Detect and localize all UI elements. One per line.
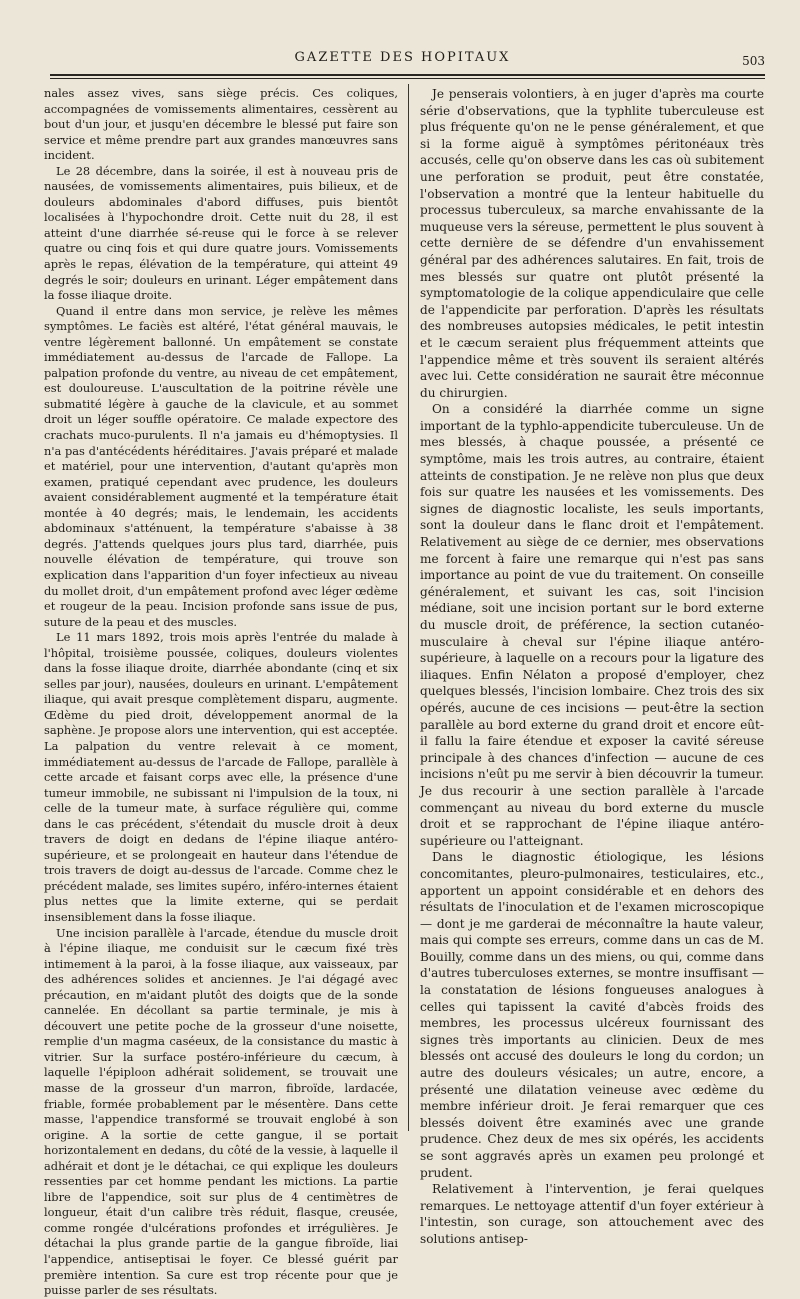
paragraph: Le 11 mars 1892, trois mois après l'entrée du malade à l'hôpital, troisième poussée, coliques, douleurs violentes dans la fosse iliaque droite, diarrhée abondante (cinq et six selles par jour), nausées, douleurs en urinant. L'empâtement iliaque, qui avait presque complètement disparu, augmente. Œdème du pied droit, développement anormal de la saphène. Je propose alors une intervention, qui est acceptée. La palpation du ventre relevait à ce moment, immédiatement au-dessus de l'arcade de Fallope, parallèle à cette arcade et faisant corps avec elle, la présence d'une tumeur immobile, ne subissant ni l'impulsion de la toux, ni celle de la tumeur mate, à surface régulière qui, comme dans le cas précédent, s'étendait du muscle droit à deux travers de doigt en dedans de l'épine iliaque antéro-supérieure, et se prolongeait en hauteur dans l'étendue de trois travers de doigt au-dessus de l'arcade. Comme chez le précédent malade, ses limites supéro, inféro-internes étaient plus nettes que la limite externe, qui se perdait insensiblement dans la fosse iliaque. (44, 630, 398, 924)
paragraph: nales assez vives, sans siège précis. Ces coliques, accompagnées de vomissements alimentaires, cessèrent au bout d'un jour, et jusqu'en décembre le blessé put faire son service et même prendre part aux grandes manœuvres sans incident. (44, 86, 398, 163)
header-rule (50, 74, 765, 76)
paragraph: Le 28 décembre, dans la soirée, il est à nouveau pris de nausées, de vomissements alimentaires, puis bilieux, et de douleurs abdominales d'abord diffuses, puis bientôt localisées à l'hypochondre droit. Cette nuit du 28, il est atteint d'une diarrhée sé-reuse qui le force à se relever quatre ou cinq fois et qui dure quatre jours. Vomissements après le repas, élévation de la température, qui atteint 49 degrés le soir; douleurs en urinant. Léger empâtement dans la fosse iliaque droite. (44, 163, 398, 303)
left-column (44, 86, 398, 1298)
paragraph: On a considéré la diarrhée comme un signe important de la typhlo-appendicite tuberculeuse. Un de mes blessés, à chaque poussée, a présenté ce symptôme, mais les trois autres, au contraire, étaient atteints de constipation. Je ne relève non plus que deux fois sur quatre les nausées et les vomissements. Des signes de diagnostic localiste, les seuls importants, sont la douleur dans le flanc droit et l'empâtement. Relativement au siège de ce dernier, mes observations me forcent à faire une remarque qui n'est pas sans importance au point de vue du traitement. On conseille généralement, et suivant les cas, soit l'incision médiane, soit une incision portant sur le bord externe du muscle droit, de préférence, la section cutanéo-musculaire à cheval sur l'épine iliaque antéro-supérieure, à laquelle on a recours pour la ligature des iliaques. Enfin Nélaton a proposé d'employer, chez quelques blessés, l'incision lombaire. Chez trois des six opérés, aucune de ces incisions — peut-être la section parallèle au bord externe du grand droit et encore eût-il fallu la faire étendue et exposer la cavité séreuse principale à des chances d'infection — aucune de ces incisions n'eût pu me servir à bien découvrir la tumeur. Je dus recourir à une section parallèle à l'arcade commençant au niveau du bord externe du muscle droit et se rapprochant de l'épine iliaque antéro-supérieure ou l'atteignant. (420, 402, 764, 848)
paragraph: Une incision parallèle à l'arcade, étendue du muscle droit à l'épine iliaque, me conduisit sur le cæcum fixé très intimement à la paroi, à la fosse iliaque, aux vaisseaux, par des adhérences solides et anciennes. Je l'ai dégagé avec précaution, en m'aidant plutôt des doigts que de la sonde cannelée. En décollant sa partie terminale, je mis à découvert une petite poche de la grosseur d'une noisette, remplie d'un magma caséeux, de la consistance du mastic à vitrier. Sur la surface postéro-inférieure du cæcum, à laquelle l'épiploon adhérait solidement, se trouvait une masse de la grosseur d'un marron, fibroïde, lardacée, friable, formée probablement par le mésentère. Dans cette masse, l'appendice transformé se trouvait englobé à son origine. A la sortie de cette gangue, il se portait horizontalement en dedans, du côté de la vessie, à laquelle il adhérait et dont je le détachai, ce qui explique les douleurs ressenties par cet homme pendant les mictions. La partie libre de l'appendice, soit sur plus de 4 centimètres de longueur, était d'un calibre très réduit, flasque, creusée, comme rongée d'ulcérations profondes et irrégulières. Je détachai la plus grande partie de la gangue fibroïde, liai l'appendice, antiseptisai le foyer. Ce blessé guérit par première intention. Sa cure est trop récente pour que je puisse parler de ses résultats. (44, 925, 398, 1298)
paragraph: Quand il entre dans mon service, je relève les mêmes symptômes. Le faciès est altéré, l'état général mauvais, le ventre légèrement ballonné. Un empâtement se constate immédiatement au-dessus de l'arcade de Fallope. La palpation profonde du ventre, au niveau de cet empâtement, est douloureuse. L'auscultation de la poitrine révèle une submatité légère à gauche de la clavicule, et au sommet droit un léger souffle opératoire. Ce malade expectore des crachats muco-purulents. Il n'a jamais eu d'hémoptysies. Il n'a pas d'antécédents héréditaires. J'avais préparé et malade et matériel, pour une intervention, d'autant qu'après mon examen, pratiqué cependant avec prudence, les douleurs avaient considérablement augmenté et la température était montée à 40 degrés; mais, le lendemain, les accidents abdominaux s'atténuent, la température s'abaisse à 38 degrés. J'attends quelques jours plus tard, diarrhée, puis nouvelle élévation de température, qui trouve son explication dans l'apparition d'un foyer infectieux au niveau du mollet droit, d'un empâtement profond avec léger œdème et rougeur de la peau. Incision profonde sans issue de pus, suture de la peau et des muscles. (44, 303, 398, 629)
paragraph: Dans le diagnostic étiologique, les lésions concomitantes, pleuro-pulmonaires, testiculaires, etc., apportent un appoint considérable et en dehors des résultats de l'inoculation et de l'examen microscopique — dont je me garderai de méconnaître la haute valeur, mais qui compte ses erreurs, comme dans un cas de M. Bouilly, comme dans un des miens, ou qui, comme dans d'autres tuberculoses externes, se montre insuffisant — la constatation de lésions fongueuses analogues à celles qui tapissent la cavité d'abcès froids des membres, les processus ulcéreux fournissant des signes très importants au clinicien. Deux de mes blessés ont accusé des douleurs le long du cordon; un autre des douleurs vésicales; un autre, encore, a présenté une dilatation veineuse avec œdème du membre inférieur droit. Je ferai remarquer que ces blessés doivent être examinés avec une grande prudence. Chez deux de mes six opérés, les accidents se sont aggravés après un examen peu prolongé et prudent. (420, 850, 764, 1180)
page-header (40, 50, 765, 74)
right-column (420, 86, 764, 1246)
paragraph: Je penserais volontiers, à en juger d'après ma courte série d'observations, que la typhlite tuberculeuse est plus fréquente qu'on ne le pense généralement, et que si la forme aiguë à symptômes péritonéaux très accusés, celle qu'on observe dans les cas où subitement une perforation se produit, peut être constatée, l'observation a montré que la lenteur habituelle du processus tuberculeux, sa marche envahissante de la muqueuse vers la séreuse, permettent le plus souvent à cette dernière de se défendre d'un envahissement général par des adhérences salutaires. En fait, trois de mes blessés sur quatre ont plutôt présenté la symptomatologie de la colique appendiculaire que celle de l'appendicite par perforation. D'après les résultats des nombreuses autopsies médicales, le petit intestin et le cæcum seraient plus fréquemment atteints que l'appendice même et très souvent ils seraient altérés avec lui. Cette considération ne saurait être méconnue du chirurgien. (420, 87, 764, 400)
header-rule-thin (50, 78, 765, 79)
column-divider (408, 84, 409, 1131)
running-head: GAZETTE DES HOPITAUX (294, 50, 511, 65)
paragraph: Relativement à l'intervention, je ferai quelques remarques. Le nettoyage attentif d'un foyer extérieur à l'intestin, son curage, son attouchement avec des solutions antisep- (420, 1182, 764, 1246)
page-number: 503 (742, 54, 765, 68)
